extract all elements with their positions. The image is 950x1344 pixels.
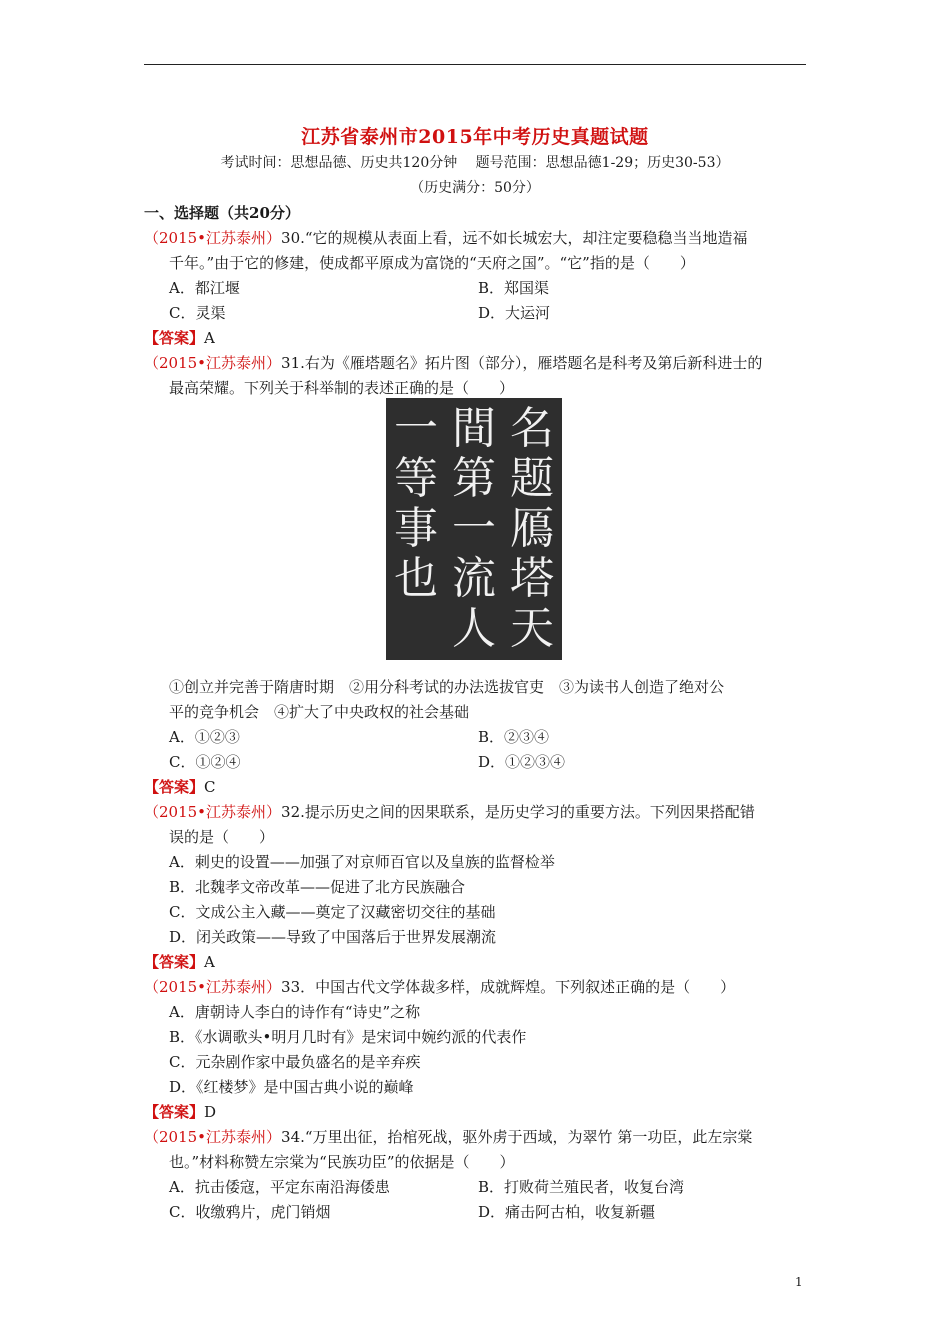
option-b: B．郑国渠: [478, 279, 550, 297]
question-stem-cont: 最高荣耀。下列关于科举制的表述正确的是（ ）: [169, 379, 515, 397]
option-d: D．《红楼梦》是中国古典小说的巅峰: [169, 1078, 414, 1096]
question-source: （2015•江苏泰州）: [144, 803, 282, 821]
answer-label: 【答案】: [144, 329, 205, 347]
answer-32: [144, 951, 215, 972]
question-30: [144, 227, 748, 248]
question-source: （2015•江苏泰州）: [144, 1128, 282, 1146]
question-31: [144, 352, 762, 373]
option-a: A．刺史的设置——加强了对京师百官以及皇族的监督检举: [169, 853, 555, 871]
option-c: C．灵渠: [169, 304, 226, 322]
question-source: （2015•江苏泰州）: [144, 354, 282, 372]
question-source: （2015•江苏泰州）: [144, 229, 282, 247]
question-32: [144, 801, 755, 822]
statements: ①创立并完善于隋唐时期 ②用分科考试的办法选拔官吏 ③为读书人创造了绝对公: [169, 678, 725, 696]
header-rule: [144, 64, 806, 65]
option-d: D．闭关政策——导致了中国落后于世界发展潮流: [169, 928, 497, 946]
question-stem: 32.提示历史之间的因果联系，是历史学习的重要方法。下列因果搭配错: [281, 803, 755, 821]
answer-value: A: [204, 953, 215, 971]
question-stem: 30.“它的规模从表面上看，远不如长城宏大，却注定要稳稳当当地造福: [281, 229, 748, 247]
page-number: 1: [795, 1275, 803, 1289]
option-d: D．痛击阿古柏，收复新疆: [478, 1203, 656, 1221]
question-stem: 33．中国古代文学体裁多样，成就辉煌。下列叙述正确的是（ ）: [281, 978, 736, 996]
rubbing-image: [386, 398, 562, 660]
option-c: C．元杂剧作家中最负盛名的是辛弃疾: [169, 1053, 421, 1071]
answer-31: [144, 776, 216, 797]
option-d: D．①②③④: [478, 753, 566, 771]
answer-value: D: [204, 1103, 217, 1121]
score-note: （历史满分：50分）: [410, 180, 540, 196]
answer-value: A: [204, 329, 215, 347]
option-c: C．收缴鸦片，虎门销烟: [169, 1203, 331, 1221]
answer-label: 【答案】: [144, 1103, 205, 1121]
stele-column: 名 题 鴈 塔 天: [510, 403, 554, 654]
section-heading: 一、选择题（共20分）: [144, 204, 300, 222]
answer-label: 【答案】: [144, 953, 205, 971]
answer-33: [144, 1101, 216, 1122]
question-34: [144, 1126, 752, 1147]
question-source: （2015•江苏泰州）: [144, 978, 282, 996]
statements-cont: 平的竞争机会 ④扩大了中央政权的社会基础: [169, 703, 470, 721]
question-33: [144, 976, 735, 997]
stele-column: 間 第 一 流 人: [452, 403, 496, 654]
exam-info: 考试时间：思想品德、历史共120分钟 题号范围：思想品德1-29；历史30-53）: [220, 155, 730, 171]
stele-column: 一 等 事 也: [394, 403, 438, 604]
option-b: B．②③④: [478, 728, 550, 746]
option-b: B．打败荷兰殖民者，收复台湾: [478, 1178, 685, 1196]
question-stem: 34.“万里出征，抬棺死战，驱外虏于西域，为翠竹 第一功臣，此左宗棠: [281, 1128, 753, 1146]
option-a: A．都江堰: [169, 279, 240, 297]
option-d: D．大运河: [478, 304, 551, 322]
option-b: B．北魏孝文帝改革——促进了北方民族融合: [169, 878, 466, 896]
question-stem-cont: 千年。”由于它的修建，使成都平原成为富饶的“天府之国”。“它”指的是（ ）: [169, 254, 695, 272]
question-stem-cont: 误的是（ ）: [169, 828, 275, 846]
answer-label: 【答案】: [144, 778, 205, 796]
option-c: C．文成公主入藏——奠定了汉藏密切交往的基础: [169, 903, 496, 921]
option-a: A．唐朝诗人李白的诗作有“诗史”之称: [169, 1003, 421, 1021]
answer-value: C: [204, 778, 216, 796]
question-stem-cont: 也。”材料称赞左宗棠为“民族功臣”的依据是（ ）: [169, 1153, 515, 1171]
option-c: C．①②④: [169, 753, 241, 771]
option-a: A．①②③: [169, 728, 240, 746]
option-a: A．抗击倭寇，平定东南沿海倭患: [169, 1178, 390, 1196]
option-b: B．《水调歌头•明月几时有》是宋词中婉约派的代表作: [169, 1028, 527, 1046]
answer-30: [144, 327, 215, 348]
question-stem: 31.右为《雁塔题名》拓片图（部分），雁塔题名是科考及第后新科进士的: [281, 354, 763, 372]
page-title: 江苏省泰州市2015年中考历史真题试题: [301, 126, 649, 148]
